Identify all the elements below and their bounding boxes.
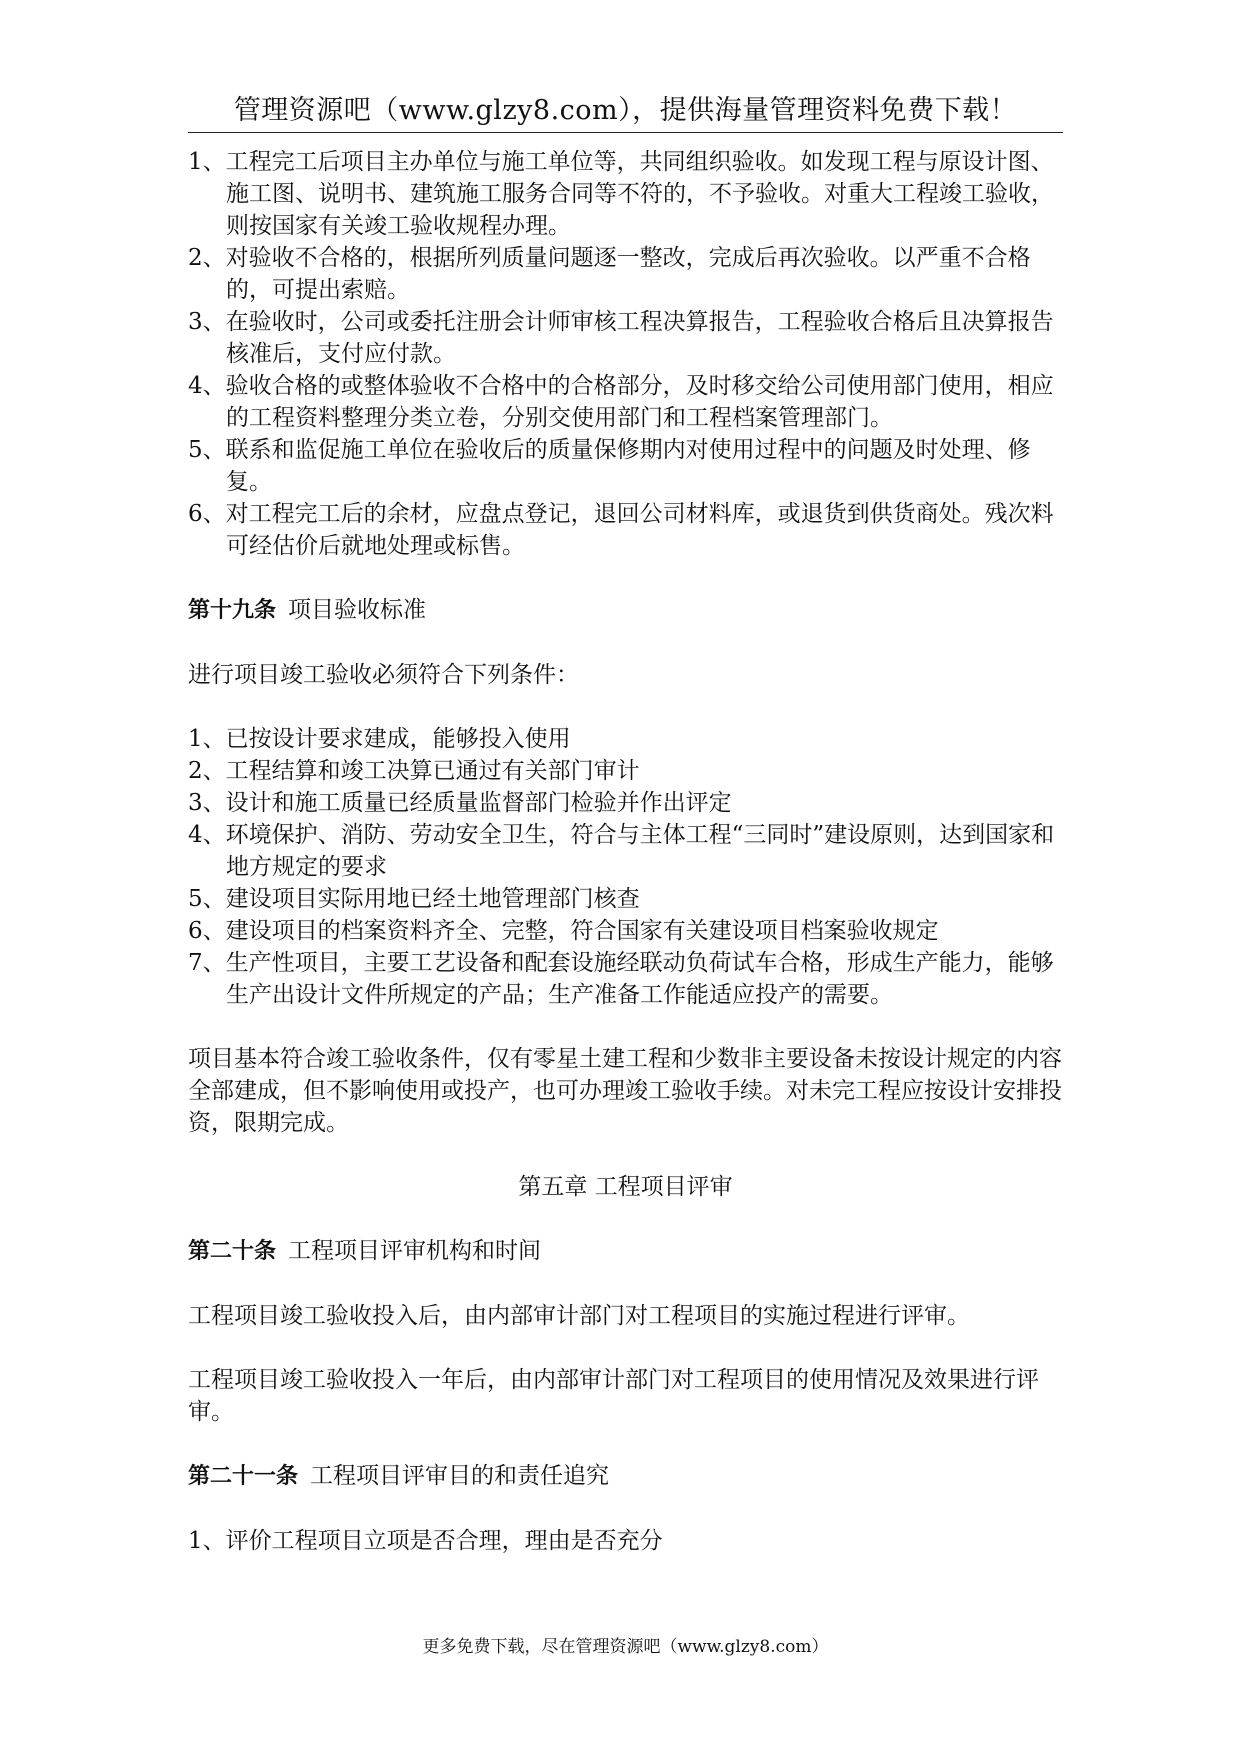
chapter-heading: 第五章 工程项目评审 [518,1174,733,1200]
list-item: 7、生产性项目，主要工艺设备和配套设施经联动负荷试车合格，形成生产能力，能够生产出设计文件所规定的产品；生产准备工作能适应投产的需要。 [188,950,1054,1008]
list-item: 2、对验收不合格的，根据所列质量问题逐一整改，完成后再次验收。以严重不合格的，可提出索赔。 [188,245,1031,303]
paragraph: 项目基本符合竣工验收条件，仅有零星土建工程和少数非主要设备未按设计规定的内容全部建成，但不影响使用或投产，也可办理竣工验收手续。对未完工程应按设计安排投资，限期完成。 [188,1046,1062,1136]
paragraph: 进行项目竣工验收必须符合下列条件： [188,662,579,688]
page-footer: 更多免费下载，尽在管理资源吧（www.glzy8.com） [422,1637,829,1657]
list-item: 1、已按设计要求建成，能够投入使用 [188,726,571,752]
article-title: 工程项目评审机构和时间 [288,1238,542,1264]
acceptance-criteria-list [188,723,1063,1011]
paragraph: 工程项目竣工验收投入一年后，由内部审计部门对工程项目的使用情况及效果进行评审。 [188,1367,1039,1425]
list-item: 3、设计和施工质量已经质量监督部门检验并作出评定 [188,790,732,816]
list-item: 4、环境保护、消防、劳动安全卫生，符合与主体工程“三同时”建设原则，达到国家和地方规定的要求 [188,822,1055,880]
header-divider [188,132,1063,133]
list-item: 6、对工程完工后的余材，应盘点登记，退回公司材料库，或退货到供货商处。残次料可经估价后就地处理或标售。 [188,501,1054,559]
list-item: 1、评价工程项目立项是否合理，理由是否充分 [188,1528,663,1554]
list-item: 6、建设项目的档案资料齐全、完整，符合国家有关建设项目档案验收规定 [188,918,939,944]
article-label: 第二十条 [188,1239,277,1264]
review-purpose-list [188,1525,1063,1557]
page-header: 管理资源吧（www.glzy8.com），提供海量管理资料免费下载！ [233,95,1018,126]
paragraph: 工程项目竣工验收投入后，由内部审计部门对工程项目的实施过程进行评审。 [188,1303,970,1329]
article-heading-20 [188,1235,1063,1268]
article-title: 项目验收标准 [288,597,427,623]
article-title: 工程项目评审目的和责任追究 [310,1463,610,1489]
article-label: 第十九条 [188,598,277,623]
list-item: 2、工程结算和竣工决算已通过有关部门审计 [188,758,640,784]
list-item: 1、工程完工后项目主办单位与施工单位等，共同组织验收。如发现工程与原设计图、施工图、说明书、建筑施工服务合同等不符的，不予验收。对重大工程竣工验收，则按国家有关竣工验收规程办理。 [188,149,1054,239]
acceptance-procedure-list [188,146,1063,562]
list-item: 5、建设项目实际用地已经土地管理部门核查 [188,886,640,912]
article-heading-19 [188,594,1063,627]
article-label: 第二十一条 [188,1464,299,1489]
list-item: 3、在验收时，公司或委托注册会计师审核工程决算报告，工程验收合格后且决算报告核准后，支付应付款。 [188,309,1054,367]
list-item: 4、验收合格的或整体验收不合格中的合格部分，及时移交给公司使用部门使用，相应的工程资料整理分类立卷，分别交使用部门和工程档案管理部门。 [188,373,1054,431]
list-item: 5、联系和监促施工单位在验收后的质量保修期内对使用过程中的问题及时处理、修复。 [188,437,1031,495]
page-content [188,146,1063,1557]
article-heading-21 [188,1460,1063,1493]
